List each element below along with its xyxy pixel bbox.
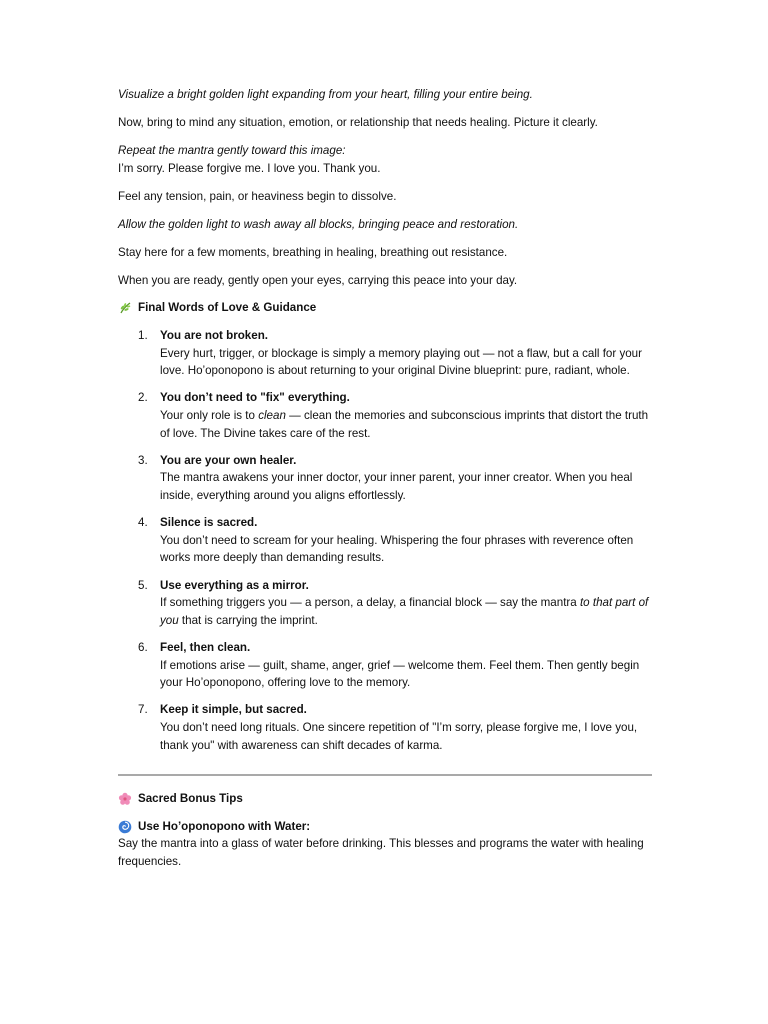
list-item-title: You are not broken. xyxy=(160,329,269,343)
list-item-number: 3. xyxy=(138,453,148,467)
bonus-heading xyxy=(118,790,652,808)
cyclone-icon xyxy=(118,820,132,834)
tip-title-text: Use Ho’oponopono with Water: xyxy=(138,819,311,833)
list-item-title: Feel, then clean. xyxy=(160,640,251,654)
list-item-title: Use everything as a mirror. xyxy=(160,578,309,592)
tip-title xyxy=(118,818,652,836)
intro-paragraph-3 xyxy=(118,142,652,177)
list-item xyxy=(118,577,652,630)
list-item-body-emphasis: clean xyxy=(258,409,286,423)
final-words-heading-text: Final Words of Love & Guidance xyxy=(138,301,317,315)
list-item xyxy=(118,452,652,505)
tip-body: Say the mantra into a glass of water before drinking. This blesses and programs the water with healing frequencies. xyxy=(118,837,644,868)
bonus-tip xyxy=(118,818,652,871)
list-item-body xyxy=(160,407,652,442)
list-item xyxy=(118,701,652,754)
final-words-heading xyxy=(118,299,652,317)
mantra-instruction: Repeat the mantra gently toward this image: xyxy=(118,143,346,157)
list-item-title: Silence is sacred. xyxy=(160,516,258,530)
list-item-title: You are your own healer. xyxy=(160,453,297,467)
cherry-blossom-icon xyxy=(118,792,132,806)
list-item-body-emphasis: to that part of you xyxy=(160,596,649,627)
intro-paragraph-1: Visualize a bright golden light expanding from your heart, filling your entire being. xyxy=(118,88,533,101)
list-item-body: You don’t need to scream for your healing. Whispering the four phrases with reverence often works more deeply than demanding results. xyxy=(160,533,634,565)
list-item-body-start: Your only role is to xyxy=(160,409,259,423)
intro-paragraph-5: Allow the golden light to wash away all blocks, bringing peace and restoration. xyxy=(118,217,519,231)
list-item-body-end: that is carrying the imprint. xyxy=(178,613,318,627)
list-item-body-start: If something triggers you — a person, a delay, a financial block — say the mantra xyxy=(160,596,580,610)
list-item xyxy=(118,327,652,380)
list-item xyxy=(118,639,652,692)
list-item-body: The mantra awakens your inner doctor, your inner parent, your inner creator. When you heal inside, everything around you aligns effortlessly. xyxy=(160,471,633,503)
bonus-heading-text: Sacred Bonus Tips xyxy=(138,792,243,806)
intro-paragraph-7: When you are ready, gently open your eyes, carrying this peace into your day. xyxy=(118,273,518,287)
herb-icon xyxy=(118,301,132,315)
list-item-number: 4. xyxy=(138,516,148,530)
list-item-number: 2. xyxy=(138,391,148,405)
list-item-title: Keep it simple, but sacred. xyxy=(160,703,307,717)
list-item xyxy=(118,514,652,567)
list-item-number: 6. xyxy=(138,640,148,654)
list-item-body xyxy=(160,594,652,629)
section-divider xyxy=(118,774,652,776)
intro-paragraph-4: Feel any tension, pain, or heaviness begin to dissolve. xyxy=(118,189,397,203)
mantra-text: I’m sorry. Please forgive me. I love you. Thank you. xyxy=(118,161,381,175)
intro-paragraph-6: Stay here for a few moments, breathing in healing, breathing out resistance. xyxy=(118,245,508,259)
list-item xyxy=(118,389,652,442)
intro-paragraph-2: Now, bring to mind any situation, emotion, or relationship that needs healing. Picture it clearly. xyxy=(118,115,598,129)
document-page xyxy=(118,86,652,870)
list-item-body: Every hurt, trigger, or blockage is simply a memory playing out — not a flaw, but a call for your love. Ho’oponopono is about returning to your original Divine blueprint: pure, radiant, whole. xyxy=(160,346,642,378)
list-item-body-end: — clean the memories and subconscious imprints that distort the truth of love. The Divine takes care of the rest. xyxy=(160,409,649,440)
list-item-body: You don’t need long rituals. One sincere repetition of "I’m sorry, please forgive me, I love you, thank you" with awareness can shift decades of karma. xyxy=(160,720,638,752)
list-item-title: You don’t need to "fix" everything. xyxy=(160,391,350,405)
list-item-number: 1. xyxy=(138,329,148,343)
list-item-number: 7. xyxy=(138,703,148,717)
guidance-list xyxy=(118,327,652,754)
list-item-number: 5. xyxy=(138,578,148,592)
list-item-body: If emotions arise — guilt, shame, anger, grief — welcome them. Feel them. Then gently begin your Ho’oponopono, offering love to the memory. xyxy=(160,658,640,690)
